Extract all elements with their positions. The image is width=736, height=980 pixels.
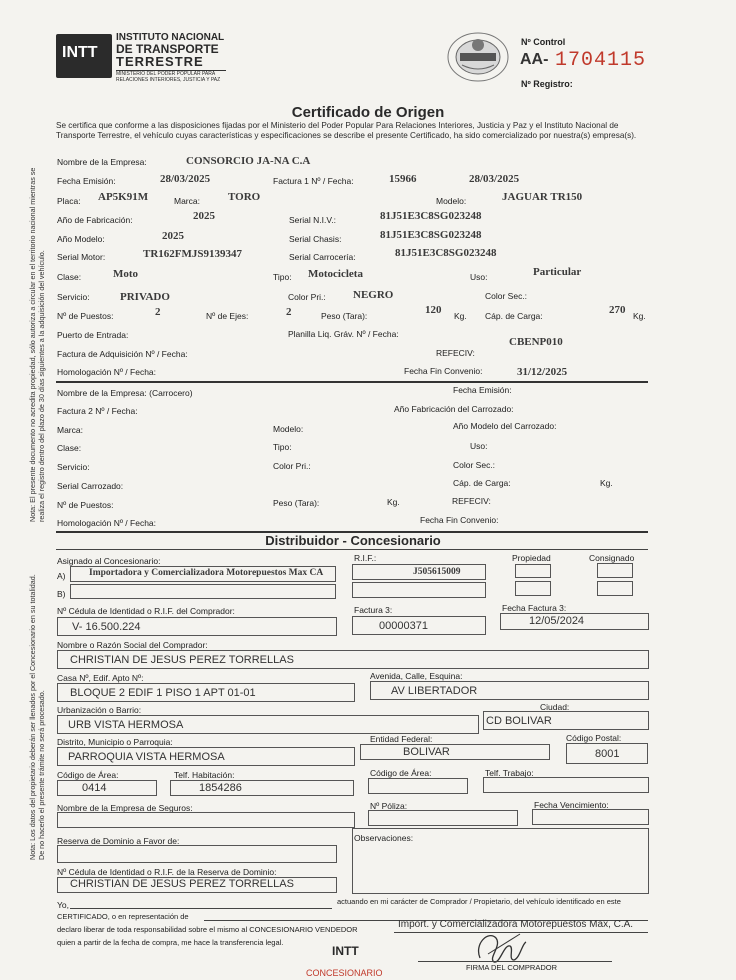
- consignado-b-checkbox[interactable]: [597, 581, 633, 596]
- placa-value: AP5K91M: [98, 191, 149, 203]
- carrocero-ano-modelo-label: Año Modelo del Carrozado:: [453, 421, 557, 431]
- clase-value: Moto: [113, 268, 139, 280]
- cap-carga-value: 270: [609, 304, 626, 316]
- ano-modelo-label: Año Modelo:: [57, 234, 105, 244]
- codigo-area-value: 0414: [82, 782, 107, 794]
- fecha-factura3-label: Fecha Factura 3:: [502, 603, 567, 613]
- carrocero-fecha-fin-label: Fecha Fin Convenio:: [420, 515, 499, 525]
- carrocero-tipo-label: Tipo:: [273, 442, 292, 452]
- ministry-line-2: RELACIONES INTERIORES, JUSTICIA Y PAZ: [116, 77, 221, 83]
- factura1-date: 28/03/2025: [469, 173, 520, 185]
- telf-hab-value: 1854286: [199, 782, 242, 794]
- urbanizacion-field[interactable]: [57, 715, 479, 734]
- distrito-field[interactable]: [57, 747, 355, 766]
- serial-niv-value: 81J51E3C8SG023248: [380, 210, 482, 222]
- empresa-seguros-label: Nombre de la Empresa de Seguros:: [57, 803, 193, 813]
- marca-label: Marca:: [174, 196, 200, 206]
- marca-value: TORO: [228, 191, 261, 203]
- carrocero-empresa-label: Nombre de la Empresa: (Carrocero): [57, 388, 193, 398]
- carrocero-cap-kg-label: Kg.: [600, 478, 613, 488]
- peso-kg-label: Kg.: [454, 311, 467, 321]
- observaciones-label: Observaciones:: [354, 833, 414, 843]
- empresa-seguros-field[interactable]: [57, 812, 355, 828]
- ciudad-field[interactable]: [483, 711, 649, 730]
- carrocero-peso-label: Peso (Tara):: [273, 498, 320, 508]
- distrito-label: Distrito, Municipio o Parroquia:: [57, 737, 173, 747]
- factura-adq-label: Factura de Adquisición Nº / Fecha:: [57, 349, 188, 359]
- concesionario-vendedor-value: Import. y Comercializadora Motorepuestos Max, C.A.: [398, 919, 634, 930]
- casa-value: BLOQUE 2 EDIF 1 PISO 1 APT 01-01: [70, 687, 256, 699]
- document-intro: Se certifica que conforme a las disposiciones fijadas por el Ministerio del Poder Popular Para Relaciones Interiores, Justicia y Paz y el Instituto Nacional de Transporte Terrestre, el vehículo cuyas características y especificaciones se describe el presente Certificado, ha sido comercializado por nuestra(s) empresa(s).: [56, 121, 637, 140]
- intt-footer-label: INTT: [332, 944, 359, 958]
- row-a-label: A): [57, 571, 66, 581]
- serial-niv-label: Serial N.I.V.:: [289, 215, 336, 225]
- cedula-comprador-label: Nº Cédula de Identidad o R.I.F. del Comprador:: [57, 606, 235, 616]
- carrocero-serial-label: Serial Carrozado:: [57, 481, 124, 491]
- codigo-area2-field[interactable]: [368, 778, 468, 794]
- firma-line: [418, 961, 612, 962]
- factura1-number: 15966: [389, 173, 417, 185]
- rif-b-field[interactable]: [352, 582, 486, 598]
- servicio-label: Servicio:: [57, 292, 90, 302]
- registro-label: Nº Registro:: [521, 79, 573, 89]
- section-divider-1: [56, 381, 648, 383]
- fecha-emision-value: 28/03/2025: [160, 173, 211, 185]
- ejes-value: 2: [286, 306, 292, 318]
- cedula-reserva-value: CHRISTIAN DE JESUS PEREZ TORRELLAS: [70, 878, 294, 890]
- distrito-value: PARROQUIA VISTA HERMOSA: [68, 751, 225, 763]
- ciudad-value: CD BOLIVAR: [486, 715, 552, 727]
- casa-field[interactable]: [57, 683, 355, 702]
- planilla-label: Planilla Liq. Gráv. Nº / Fecha:: [288, 329, 399, 339]
- org-line-2: DE TRANSPORTE: [116, 42, 219, 56]
- homologacion-label: Homologación Nº / Fecha:: [57, 367, 157, 377]
- side-note-bottom: Nota: Los datos del propietario deberán ser llenados por el Concesionario en su totalidad. De no hacerlo el presente trámite no será procesado.: [28, 574, 46, 860]
- poliza-label: Nº Póliza:: [370, 801, 408, 811]
- telf-trabajo-label: Telf. Trabajo:: [485, 768, 534, 778]
- modelo-value: JAGUAR TR150: [502, 191, 583, 203]
- codigo-area2-label: Código de Área:: [370, 768, 432, 778]
- org-line-1: INSTITUTO NACIONAL: [116, 32, 225, 43]
- avenida-label: Avenida, Calle, Esquina:: [370, 671, 463, 681]
- color-pri-label: Color Pri.:: [288, 292, 326, 302]
- carrocero-refeciv-label: REFECIV:: [452, 496, 491, 506]
- propiedad-b-checkbox[interactable]: [515, 581, 551, 596]
- color-pri-value: NEGRO: [353, 289, 394, 301]
- serial-chasis-label: Serial Chasis:: [289, 234, 342, 244]
- yo-label: Yo,: [57, 900, 69, 910]
- avenida-field[interactable]: [370, 681, 649, 700]
- codigo-area-label: Código de Área:: [57, 770, 119, 780]
- consignado-a-checkbox[interactable]: [597, 563, 633, 578]
- carrocero-cap-carga-label: Cáp. de Carga:: [453, 478, 511, 488]
- actuando-text: actuando en mi carácter de Comprador / Propietario, del vehículo identificado en este: [337, 897, 621, 906]
- asignado-label: Asignado al Concesionario:: [57, 556, 161, 566]
- puestos-value: 2: [155, 306, 161, 318]
- ano-fab-label: Año de Fabricación:: [57, 215, 133, 225]
- color-sec-label: Color Sec.:: [485, 291, 528, 301]
- codigo-postal-label: Código Postal:: [566, 733, 622, 743]
- telf-hab-field[interactable]: [170, 780, 354, 796]
- entidad-label: Entidad Federal:: [370, 734, 433, 744]
- tipo-label: Tipo:: [273, 272, 292, 282]
- servicio-value: PRIVADO: [120, 291, 170, 303]
- concesionario-footer-label: CONCESIONARIO: [306, 968, 383, 978]
- concesionario-b-field[interactable]: [70, 584, 336, 599]
- carrocero-clase-label: Clase:: [57, 443, 82, 453]
- empresa-label: Nombre de la Empresa:: [57, 157, 147, 167]
- rif-a-field[interactable]: [352, 564, 486, 580]
- clase-label: Clase:: [57, 272, 82, 282]
- peso-value: 120: [425, 304, 442, 316]
- razon-social-label: Nombre o Razón Social del Comprador:: [57, 640, 208, 650]
- seal-icon: [446, 31, 510, 83]
- ano-fab-value: 2025: [193, 210, 215, 222]
- carrocero-uso-label: Uso:: [470, 441, 488, 451]
- fecha-fin-value: 31/12/2025: [517, 366, 568, 378]
- carrocero-fecha-emision-label: Fecha Emisión:: [453, 385, 512, 395]
- cedula-reserva-field[interactable]: [57, 877, 337, 893]
- quien-text: quien a partir de la fecha de compra, me hace la transferencia legal.: [57, 938, 284, 947]
- uso-label: Uso:: [470, 272, 488, 282]
- propiedad-label: Propiedad: [512, 553, 551, 563]
- rif-a-value: J505615009: [413, 567, 461, 577]
- row-b-label: B): [57, 589, 66, 599]
- carrocero-factura2-label: Factura 2 Nº / Fecha:: [57, 406, 138, 416]
- cap-carga-label: Cáp. de Carga:: [485, 311, 543, 321]
- carrocero-color-sec-label: Color Sec.:: [453, 460, 496, 470]
- org-line-3: TERRESTRE: [116, 54, 204, 69]
- urbanizacion-label: Urbanización o Barrio:: [57, 705, 142, 715]
- serial-motor-value: TR162FMJS9139347: [143, 248, 242, 260]
- propiedad-a-checkbox[interactable]: [515, 564, 551, 578]
- fecha-venc-label: Fecha Vencimiento:: [534, 800, 609, 810]
- concesionario-a-value: Importadora y Comercializadora Motorepuestos Max CA: [89, 568, 324, 578]
- fecha-fin-label: Fecha Fin Convenio:: [404, 366, 483, 376]
- factura3-value: 00000371: [379, 620, 428, 632]
- rif-label: R.I.F.:: [354, 553, 377, 563]
- entidad-value: BOLIVAR: [403, 746, 450, 758]
- ano-modelo-value: 2025: [162, 230, 184, 242]
- avenida-value: AV LIBERTADOR: [391, 685, 478, 697]
- logo-abbr: INTT: [62, 44, 98, 61]
- fecha-factura3-field[interactable]: [500, 613, 649, 630]
- carrocero-homologacion-label: Homologación Nº / Fecha:: [57, 518, 157, 528]
- control-label: Nº Control: [521, 37, 566, 47]
- modelo-label: Modelo:: [436, 196, 467, 206]
- ciudad-label: Ciudad:: [540, 702, 570, 712]
- firma-label: FIRMA DEL COMPRADOR: [466, 963, 557, 972]
- telf-trabajo-field[interactable]: [483, 777, 649, 793]
- org-name: [116, 32, 226, 83]
- document-title: Certificado de Origen: [291, 104, 445, 121]
- codigo-area-field[interactable]: [57, 780, 157, 796]
- casa-label: Casa Nº, Edif. Apto Nº:: [57, 673, 144, 683]
- intt-logo: [56, 34, 112, 78]
- factura1-label: Factura 1 Nº / Fecha:: [273, 176, 354, 186]
- concesionario-a-field[interactable]: [70, 566, 336, 582]
- puestos-label: Nº de Puestos:: [57, 311, 114, 321]
- control-number: 1704115: [555, 49, 647, 72]
- side-note-top: Nota: El presente documento no acredita propiedad, sólo autoriza a circular en el territorio nacional mientras se realiza el registro dentro del plazo de 30 días siguientes a la adquisición del vehículo.: [28, 167, 46, 522]
- refeciv-value: CBENP010: [509, 336, 563, 348]
- observaciones-field[interactable]: [352, 828, 649, 894]
- puerto-label: Puerto de Entrada:: [57, 330, 129, 340]
- carrocero-puestos-label: Nº de Puestos:: [57, 500, 114, 510]
- codigo-postal-field[interactable]: [566, 743, 648, 764]
- fecha-factura3-value: 12/05/2024: [529, 615, 585, 627]
- consignado-label: Consignado: [589, 553, 635, 563]
- razon-social-value: CHRISTIAN DE JESUS PEREZ TORRELLAS: [70, 654, 294, 666]
- serial-chasis-value: 81J51E3C8SG023248: [380, 229, 482, 241]
- ejes-label: Nº de Ejes:: [206, 311, 249, 321]
- urbanizacion-value: URB VISTA HERMOSA: [68, 719, 184, 731]
- tipo-value: Motocicleta: [308, 268, 363, 280]
- peso-label: Peso (Tara):: [321, 311, 368, 321]
- empresa-value: CONSORCIO JA-NA C.A: [186, 155, 311, 167]
- cap-carga-kg-label: Kg.: [633, 311, 646, 321]
- carrocero-ano-fab-label: Año Fabricación del Carrozado:: [394, 404, 514, 414]
- serial-carroceria-label: Serial Carrocería:: [289, 252, 356, 262]
- ministry-line-1: MINISTERIO DEL PODER POPULAR PARA: [116, 71, 216, 77]
- carrocero-color-pri-label: Color Pri.:: [273, 461, 311, 471]
- carrocero-marca-label: Marca:: [57, 425, 83, 435]
- codigo-postal-value: 8001: [595, 748, 620, 760]
- razon-social-field[interactable]: [57, 650, 649, 669]
- factura3-field[interactable]: [352, 616, 486, 635]
- placa-label: Placa:: [57, 196, 81, 206]
- control-prefix: AA-: [520, 51, 549, 68]
- reserva-label: Reserva de Dominio a Favor de:: [57, 836, 180, 846]
- serial-motor-label: Serial Motor:: [57, 252, 106, 262]
- declaro-text: declaro liberar de toda responsabilidad sobre el mismo al CONCESIONARIO VENDEDOR: [57, 925, 358, 934]
- refeciv-label: REFECIV:: [436, 348, 475, 358]
- serial-carroceria-value: 81J51E3C8SG023248: [395, 247, 497, 259]
- factura3-label: Factura 3:: [354, 605, 393, 615]
- carrocero-servicio-label: Servicio:: [57, 462, 90, 472]
- cedula-comprador-field[interactable]: [57, 617, 337, 636]
- yo-line: [70, 908, 332, 909]
- uso-value: Particular: [533, 266, 582, 278]
- poliza-field[interactable]: [368, 810, 518, 826]
- carrocero-modelo-label: Modelo:: [273, 424, 304, 434]
- distribuidor-underline: [56, 549, 648, 550]
- distribuidor-title: Distribuidor - Concesionario: [265, 533, 441, 548]
- telf-hab-label: Telf. Habitación:: [174, 770, 235, 780]
- reserva-field[interactable]: [57, 845, 337, 863]
- cedula-comprador-value: V- 16.500.224: [72, 621, 141, 633]
- cedula-reserva-label: Nº Cédula de Identidad o R.I.F. de la Reserva de Dominio:: [57, 867, 277, 877]
- certificado-text: CERTIFICADO, o en representación de: [57, 912, 189, 921]
- fecha-emision-label: Fecha Emisión:: [57, 176, 116, 186]
- fecha-venc-field[interactable]: [532, 809, 649, 825]
- carrocero-peso-kg-label: Kg.: [387, 497, 400, 507]
- entidad-field[interactable]: [360, 744, 550, 760]
